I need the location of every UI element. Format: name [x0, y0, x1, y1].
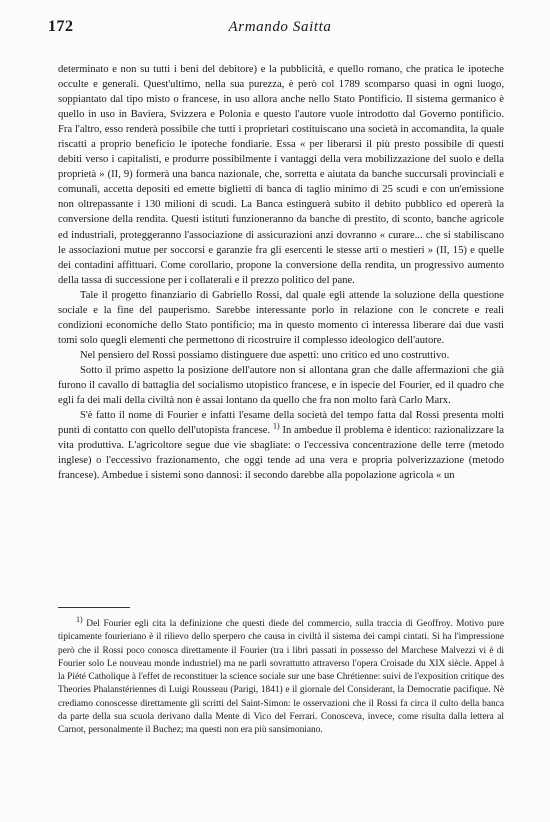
running-head: Armando Saitta	[228, 19, 332, 35]
footnote-reference: 1)	[272, 421, 280, 431]
page-header	[48, 18, 512, 38]
paragraph-1: determinato e non su tutti i beni del debitore) e la pubblicità, e quello romano, che pratica le ipoteche occulte e generali. Quest'ultimo, nella sua purezza, è però col 1789 scomparso quasi in ogni luogo, soppiantato dal tipo misto o francese, in uso allora anche nello Stato Pontificio. Il sistema germanico è quello in uso in Baviera, Svizzera e Polonia e questo l'autore vuole introdotto dal Governo pontificio. Fra l'altro, esso renderà possibile che tutti i proprietari costituiscano una società in accomandita, la quale riscatti a proprio beneficio le ipoteche fondiarie. Essa « per liberarsi il più presto possibile di questi debiti verso i capitalisti, e produrre possibilmente i vantaggi della vera mobilizzazione del suolo e della proprietà » (II, 9) formerà una banca nazionale, che, sorretta e aiutata da banche succursali provinciali e comunali, accetta depositi ed emette biglietti di banca di taglio minimo di 25 scudi e con un'emissione non oltrepassante i 130 milioni di scudi. La Banca estinguerà subito il debito pubblico ed opererà la conversione della rendita. Questi istituti funzioneranno da banche di prestito, di sconto, banche agricole ed industriali, proteggeranno l'associazione di assicurazioni anzi dovranno « curare... che si stabiliscano le associazioni mutue per soccorsi e garanzie fra gli esercenti le stesse arti o mestieri » (II, 15) e quelle dei contadini affittuari. Come corollario, propone la conversione della rendita, un progressivo aumento della tassa di successione per i collaterali e il prezzo politico del pane.	[58, 64, 504, 286]
footnote-rule	[58, 607, 130, 608]
footnote-paragraph	[58, 614, 504, 738]
footnote	[58, 614, 504, 738]
paragraph-3: Nel pensiero del Rossi possiamo distinguere due aspetti: uno critico ed uno costruttivo.	[80, 349, 450, 361]
paragraph-2: Tale il progetto finanziario di Gabriello Rossi, dal quale egli attende la soluzione della questione sociale e la fine del pauperismo. Sarebbe interessante porlo in relazione con le concrete e reali condizioni economiche dello Stato pontificio; ma in questo momento ci interessa liberare dai due vasti tomi solo quegli elementi che permettono di ricostruire il complesso ideologico dell'autore.	[58, 289, 504, 346]
paragraph-4: Sotto il primo aspetto la posizione dell'autore non si allontana gran che dalle affermazioni che già furono il cavallo di battaglia del socialismo utopistico francese, e in ispecie del Fourier, ed il quadro che egli fa dei mali della civiltà non è assai lontano da quello che fra non molto farà Carlo Marx.	[58, 364, 504, 407]
body-text	[58, 62, 504, 483]
footnote-mark: 1)	[76, 614, 83, 624]
footnote-text: Del Fourier egli cita la definizione che questi diede del commercio, sulla traccia di Geoffroy. Motivo pure tipicamente fourieriano è il rilievo dello sperpero che causa in civiltà il sistema dei campi cintati. Si ha l'impressione però che il Rossi poco conosca direttamente il Fourier (tra i libri passati in possesso del Marchese Malvezzi vi è di Fourier solo Le nouveau monde industriel) ma ne parli sovrattutto attraverso l'opera Croisade du XIX siècle. Appel à la Piété Catholique à l'effet de reconstituer la science sociale sur une base Chrétienne: suivi de l'exposition critique des Theories Phalanstériennes di Luigi Rousseau (Parigi, 1841) e il giornale del Considerant, la Democratie pacifique. Nè crediamo conoscesse direttamente gli scritti del Saint-Simon: le osservazioni che il Rossi fa circa il culto della banca da parte della sua scuola derivano dalla Mente di Vico del Ferrari. Conosceva, invece, come risulta dalla lettera al Carnot, personalmente il Buchez; ma questi non era più sansimoniano.	[58, 619, 504, 736]
paragraph-5-text-a: S'è fatto il nome di Fourier e infatti l'esame della società del tempo fatta dal Rossi presenta molti punti di contatto con quello dell'utopista francese.	[58, 410, 504, 437]
paragraph-5	[58, 408, 504, 483]
paragraph-5-text-b: In ambedue il problema è identico: razionalizzare la vita produttiva. L'agricoltore segue due vie sbagliate: o l'eccessiva concentrazione delle terre (metodo inglese) o l'eccessivo frazionamento, che oggi tende ad una vera e propria polverizzazione (metodo francese). Ambedue i sistemi sono dannosi: il secondo darebbe alla popolazione agricola « un	[58, 425, 504, 482]
page-number: 172	[48, 18, 74, 35]
